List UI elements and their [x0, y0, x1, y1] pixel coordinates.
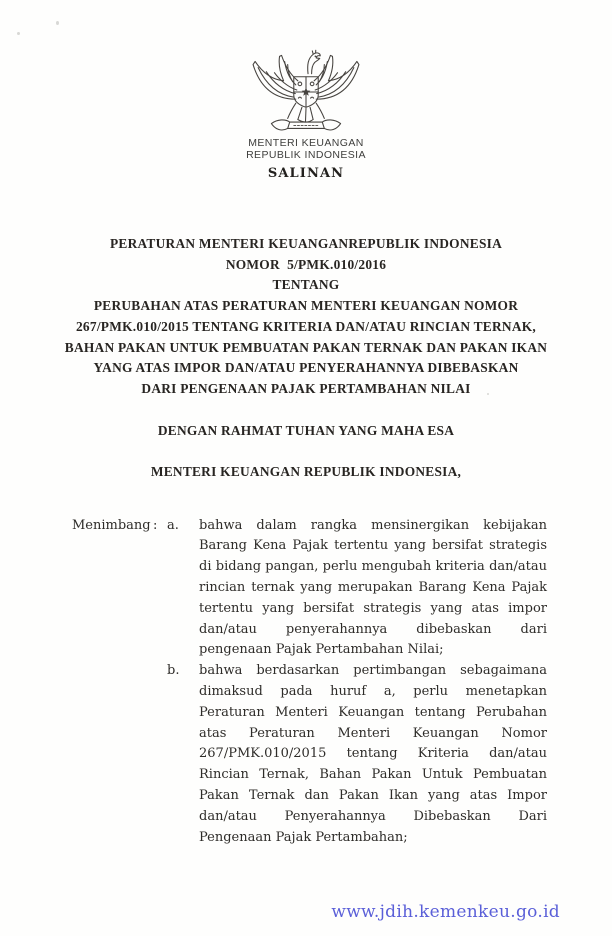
consideration-item-b	[167, 661, 547, 848]
item-text: bahwa dalam rangka mensinergikan kebijakan Barang Kena Pajak tertentu yang bersifat strategis di bidang pangan, perlu mengubah kriteria dan/atau rincian ternak yang merupakan Barang Kena Pajak tertentu yang bersifat strategis yang atas impor dan/atau penyerahannya dibebaskan dari pengenaan Pajak Pertambahan Nilai;	[199, 517, 547, 658]
subject-line: BAHAN PAKAN UNTUK PEMBUATAN PAKAN TERNAK DAN PAKAN IKAN	[64, 339, 548, 355]
regulation-number-line: NOMOR 5/PMK.010/2016	[225, 256, 387, 272]
tentang-label: TENTANG	[272, 277, 340, 293]
menimbang-label: Menimbang	[72, 517, 151, 533]
item-marker: a.	[167, 517, 179, 533]
subject-line: 267/PMK.010/2015 TENTANG KRITERIA DAN/ATAU RINCIAN TERNAK,	[75, 318, 537, 334]
considerations-section	[72, 516, 547, 849]
salinan-stamp: SALINAN	[267, 166, 345, 181]
regulation-title-line: PERATURAN MENTERI KEUANGANREPUBLIK INDONESIA	[109, 236, 503, 251]
invocation-line: DENGAN RAHMAT TUHAN YANG MAHA ESA	[157, 422, 455, 438]
letterhead	[0, 0, 612, 181]
authority-line: MENTERI KEUANGAN REPUBLIK INDONESIA,	[150, 463, 462, 479]
garuda-pancasila-emblem-icon	[249, 48, 363, 134]
subject-line: DARI PENGENAAN PAJAK PERTAMBAHAN NILAI	[141, 380, 471, 396]
item-text: bahwa berdasarkan pertimbangan sebagaimana dimaksud pada huruf a, perlu menetapkan Peraturan Menteri Keuangan tentang Perubahan atas Peraturan Menteri Keuangan Nomor 267/PMK.010/2015 tentang Kriteria dan/atau Rincian Ternak, Bahan Pakan Untuk Pembuatan Pakan Ternak dan Pakan Ikan yang atas Impor dan/atau Penyerahannya Dibebaskan Dari Pengenaan Pajak Pertambahan;	[199, 663, 547, 845]
item-marker: b.	[167, 663, 180, 679]
scan-artifact	[17, 32, 20, 35]
jdih-website-link[interactable]: www.jdih.kemenkeu.go.id	[331, 902, 560, 922]
scan-artifact	[56, 21, 59, 25]
regulation-title	[0, 234, 612, 400]
republic-name: REPUBLIK INDONESIA	[246, 148, 366, 161]
colon-separator: :	[153, 517, 158, 533]
ministry-name: MENTERI KEUANGAN	[248, 137, 364, 149]
subject-line: YANG ATAS IMPOR DAN/ATAU PENYERAHANNYA DIBEBASKAN	[93, 360, 519, 376]
subject-line: PERUBAHAN ATAS PERATURAN MENTERI KEUANGAN NOMOR	[93, 298, 519, 314]
scan-artifact	[487, 393, 489, 395]
consideration-item-a	[167, 516, 547, 662]
